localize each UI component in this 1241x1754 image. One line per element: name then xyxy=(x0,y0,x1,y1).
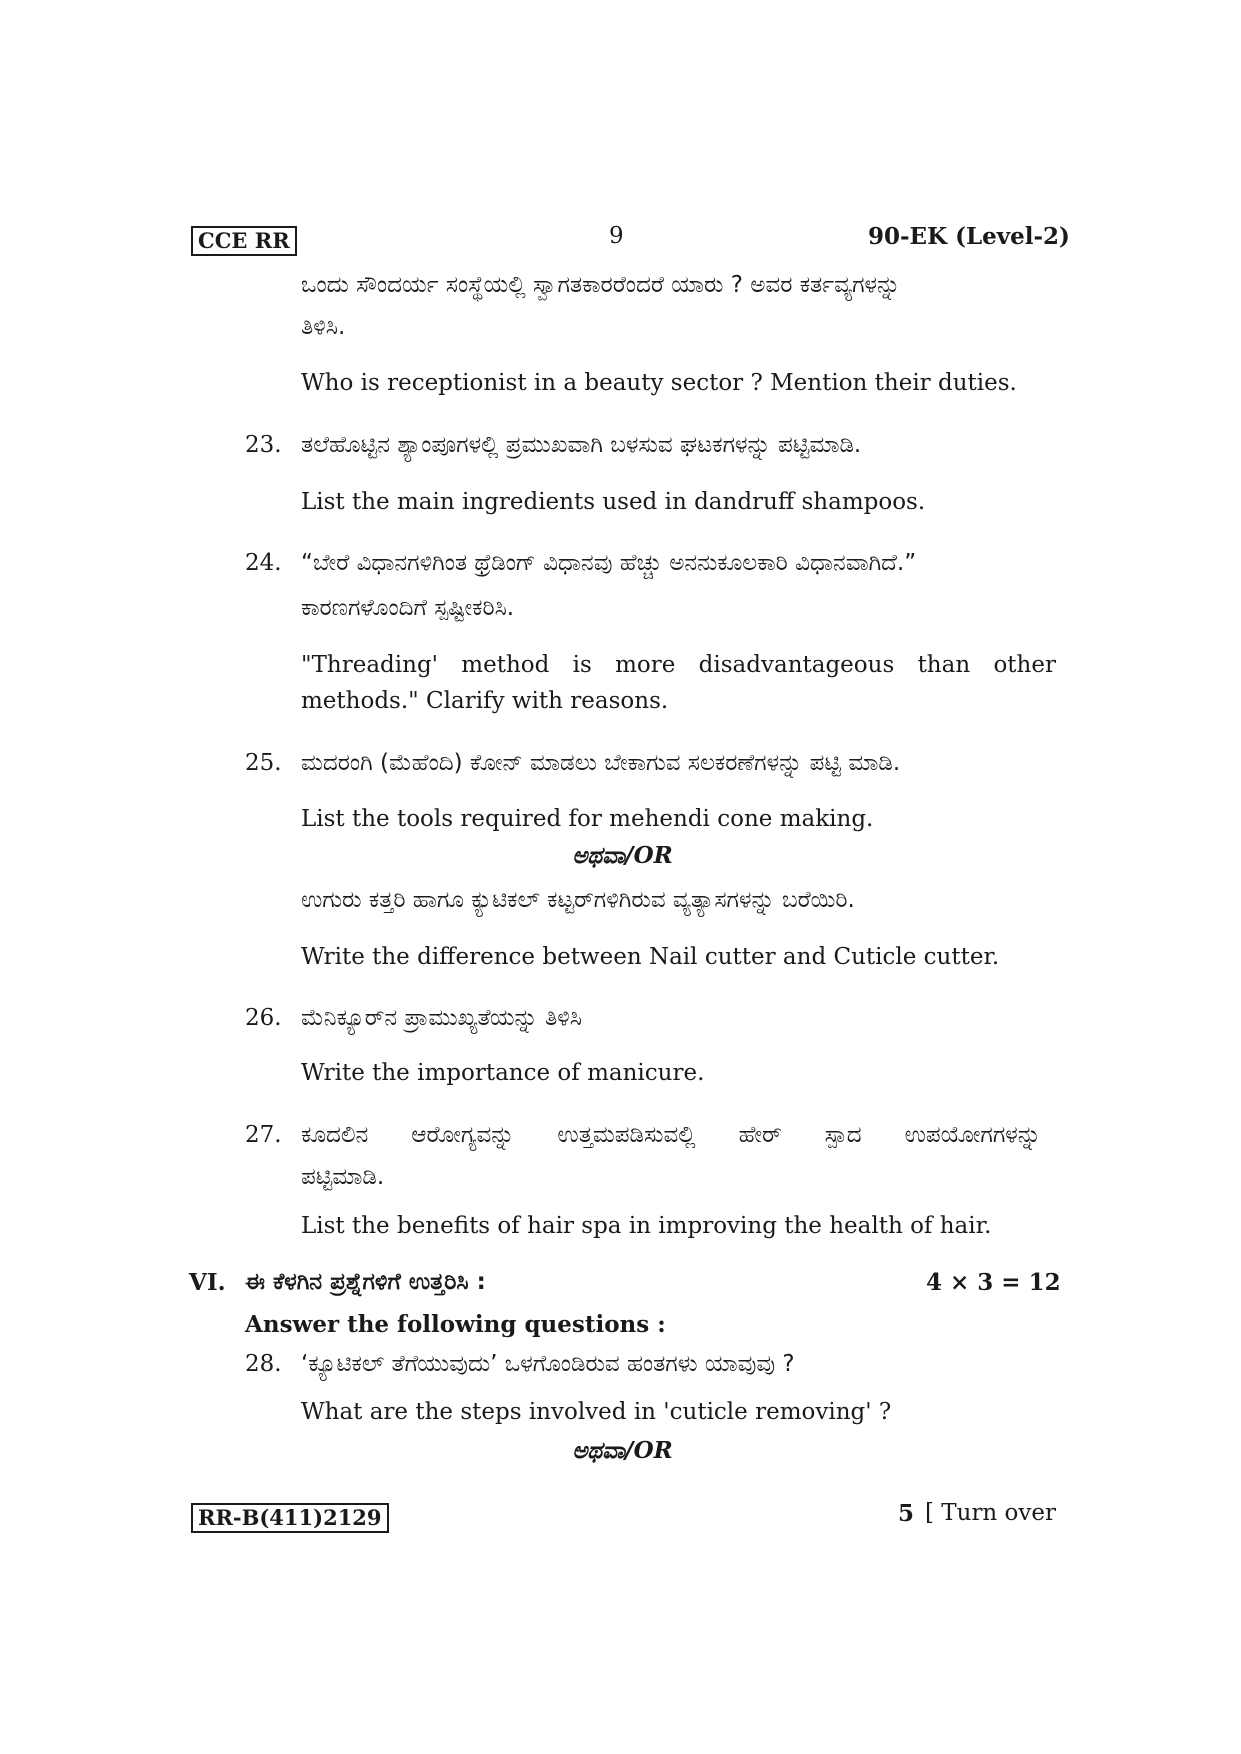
q24-english-line1 xyxy=(301,647,1056,684)
q24-word: more xyxy=(615,652,676,678)
q28-english: What are the steps involved in 'cuticle removing' ? xyxy=(301,1399,892,1425)
section-marks: 4 × 3 = 12 xyxy=(926,1269,1061,1296)
q28-kannada: ‘ಕ್ಯೂಟಿಕಲ್ ತೆಗೆಯುವುದು’ ಒಳಗೊಂಡಿರುವ ಹಂತಗಳು ಯಾವುವು ? xyxy=(301,1351,795,1377)
or-label-english: OR xyxy=(633,1437,673,1464)
header-code-left: CCE RR xyxy=(191,226,297,256)
footer-page-count: 5 xyxy=(898,1500,915,1527)
q24-word: than xyxy=(917,652,971,678)
q27-kannada-line1 xyxy=(301,1117,1041,1154)
q25-english: List the tools required for mehendi cone making. xyxy=(301,806,874,832)
q23-kannada: ತಲೆಹೊಟ್ಟಿನ ಶ್ಯಾಂಪೂಗಳಲ್ಲಿ ಪ್ರಮುಖವಾಗಿ ಬಳಸುವ ಘಟಕಗಳನ್ನು ಪಟ್ಟಿಮಾಡಿ. xyxy=(301,432,862,458)
q24-word: other xyxy=(993,652,1056,678)
q25-kannada: ಮದರಂಗಿ (ಮೆಹೆಂದಿ) ಕೋನ್ ಮಾಡಲು ಬೇಕಾಗುವ ಸಲಕರಣೆಗಳನ್ನು ಪಟ್ಟಿ ಮಾಡಿ. xyxy=(301,750,901,776)
q24-word: "Threading' xyxy=(301,652,438,678)
q24-english-line2: methods." Clarify with reasons. xyxy=(301,688,669,714)
q27-kannada-line2: ಪಟ್ಟಿಮಾಡಿ. xyxy=(301,1164,385,1190)
q26-kannada: ಮೆನಿಕ್ಯೂರ್‌ನ ಪ್ರಾಮುಖ್ಯತೆಯನ್ನು ತಿಳಿಸಿ xyxy=(301,1005,582,1031)
q22-english: Who is receptionist in a beauty sector ? Mention their duties. xyxy=(301,370,1017,396)
q27-word: ಸ್ಪಾದ xyxy=(824,1122,862,1148)
section-number: VI. xyxy=(189,1269,226,1296)
turn-over-label: [ Turn over xyxy=(925,1500,1057,1526)
q26-english: Write the importance of manicure. xyxy=(301,1060,705,1086)
q27-word: ಆರೋಗ್ಯವನ್ನು xyxy=(411,1122,515,1148)
q28-or-divider xyxy=(245,1432,1000,1470)
page-number: 9 xyxy=(609,223,624,249)
q22-kannada-line2: ತಿಳಿಸಿ. xyxy=(301,314,346,340)
q27-english: List the benefits of hair spa in improving the health of hair. xyxy=(301,1213,992,1239)
q25-or-divider xyxy=(245,837,1000,875)
header-code-right: 90-EK (Level-2) xyxy=(868,223,1070,250)
q27-word: ಹೇರ್ xyxy=(738,1122,782,1148)
q28-number: 28. xyxy=(245,1351,282,1377)
section-title-kannada: ಈ ಕೆಳಗಿನ ಪ್ರಶ್ನೆಗಳಿಗೆ ಉತ್ತರಿಸಿ : xyxy=(245,1269,486,1295)
q27-word: ಉಪಯೋಗಗಳನ್ನು xyxy=(904,1122,1041,1148)
q23-number: 23. xyxy=(245,432,282,458)
q27-word: ಉತ್ತಮಪಡಿಸುವಲ್ಲಿ xyxy=(557,1122,696,1148)
q24-number: 24. xyxy=(245,550,282,576)
or-label-kannada: ಅಥವಾ/ xyxy=(572,843,634,869)
q27-word: ಕೂದಲಿನ xyxy=(301,1122,369,1148)
q23-english: List the main ingredients used in dandruff shampoos. xyxy=(301,489,926,515)
q24-word: is xyxy=(572,652,592,678)
q24-word: disadvantageous xyxy=(698,652,895,678)
or-label-english: OR xyxy=(633,842,673,869)
section-title-english: Answer the following questions : xyxy=(245,1311,666,1338)
footer-code: RR-B(411)2129 xyxy=(191,1503,389,1533)
q26-number: 26. xyxy=(245,1005,282,1031)
q25-alt-english: Write the difference between Nail cutter and Cuticle cutter. xyxy=(301,944,1000,970)
q27-number: 27. xyxy=(245,1122,282,1148)
q25-number: 25. xyxy=(245,750,282,776)
q24-kannada-line2: ಕಾರಣಗಳೊಂದಿಗೆ ಸ್ಪಷ್ಟೀಕರಿಸಿ. xyxy=(301,595,515,621)
q22-kannada-line1: ಒಂದು ಸೌಂದರ್ಯ ಸಂಸ್ಥೆಯಲ್ಲಿ ಸ್ವಾಗತಕಾರರೆಂದರೆ ಯಾರು ? ಅವರ ಕರ್ತವ್ಯಗಳನ್ನು xyxy=(301,272,901,298)
or-label-kannada: ಅಥವಾ/ xyxy=(572,1438,634,1464)
q25-alt-kannada: ಉಗುರು ಕತ್ತರಿ ಹಾಗೂ ಕ್ಯುಟಿಕಲ್ ಕಟ್ಟರ್‌ಗಳಿಗಿರುವ ವ್ಯತ್ಯಾಸಗಳನ್ನು ಬರೆಯಿರಿ. xyxy=(301,887,855,913)
q24-word: method xyxy=(461,652,550,678)
q24-kannada-line1: “ಬೇರೆ ವಿಧಾನಗಳಿಗಿಂತ ಥ್ರೆಡಿಂಗ್ ವಿಧಾನವು ಹೆಚ್ಚು ಅನನುಕೂಲಕಾರಿ ವಿಧಾನವಾಗಿದೆ.” xyxy=(301,550,917,576)
